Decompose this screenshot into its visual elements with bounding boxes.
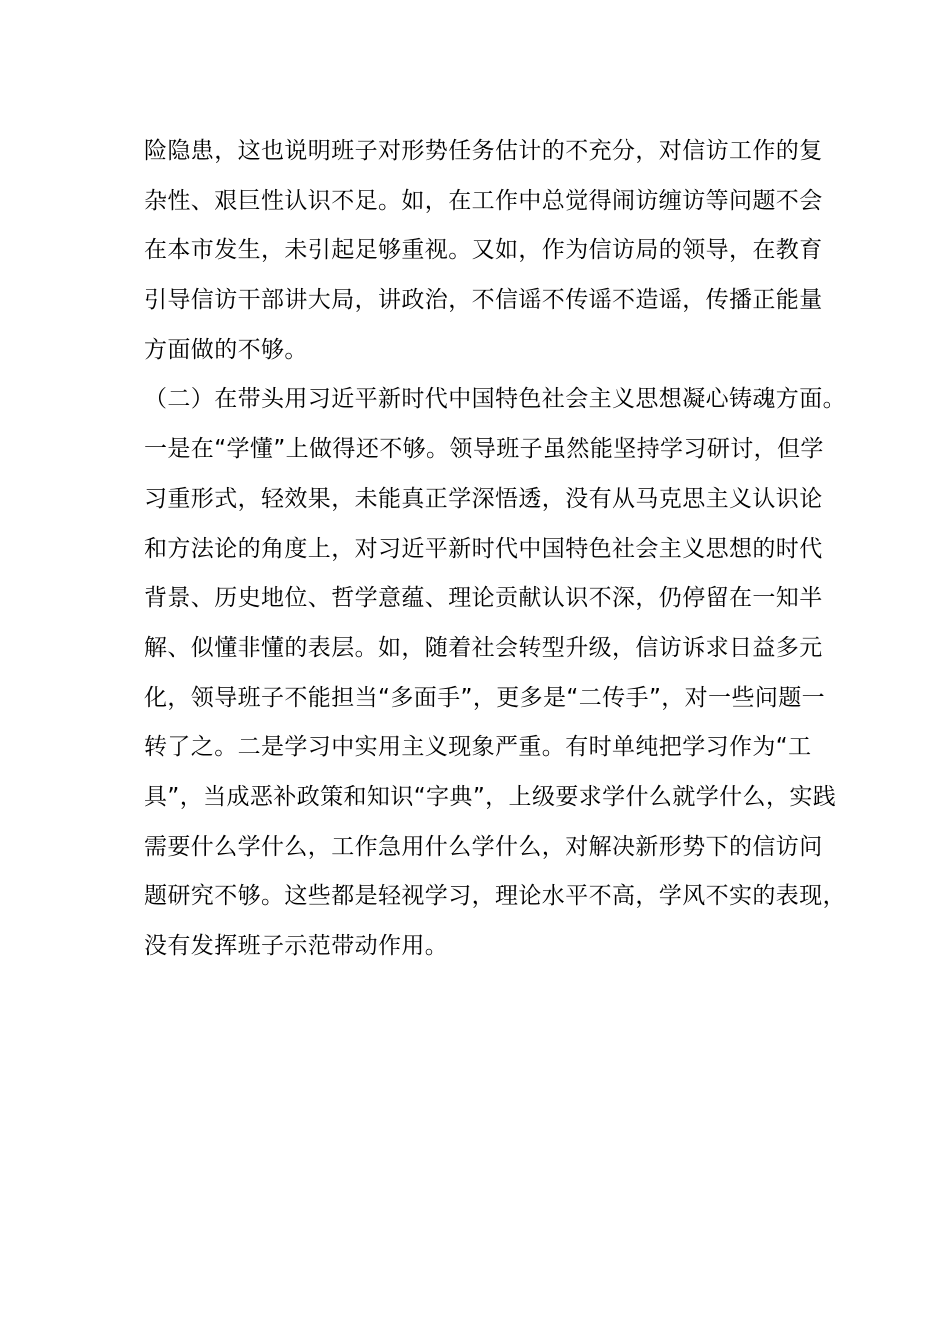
text-line: 习重形式，轻效果，未能真正学深悟透，没有从马克思主义认识论 bbox=[144, 485, 823, 512]
text-line: 化，领导班子不能担当“多面手”，更多是“二传手”，对一些问题一 bbox=[144, 684, 826, 711]
text-line: 险隐患，这也说明班子对形势任务估计的不充分，对信访工作的复 bbox=[144, 138, 823, 164]
section-heading: （二）在带头用习近平新时代中国特色社会主义思想凝心铸魂方面。 bbox=[144, 386, 846, 413]
text-line: 具”，当成恶补政策和知识“字典”，上级要求学什么就学什么，实践 bbox=[144, 783, 837, 810]
text-line: 在本市发生，未引起足够重视。又如，作为信访局的领导，在教育 bbox=[144, 237, 823, 264]
text-line: 方面做的不够。 bbox=[144, 336, 308, 363]
text-line: 引导信访干部讲大局，讲政治，不信谣不传谣不造谣，传播正能量 bbox=[144, 287, 823, 314]
text-line: 没有发挥班子示范带动作用。 bbox=[144, 933, 449, 959]
body-text bbox=[144, 127, 844, 972]
text-line: 杂性、艰巨性认识不足。如，在工作中总觉得闹访缠访等问题不会 bbox=[144, 187, 823, 214]
text-line: 一是在“学懂”上做得还不够。领导班子虽然能坚持学习研讨，但学 bbox=[144, 436, 824, 463]
text-line: 题研究不够。这些都是轻视学习，理论水平不高，学风不实的表现， bbox=[144, 883, 846, 910]
text-line: 解、似懂非懂的表层。如，随着社会转型升级，信访诉求日益多元 bbox=[144, 634, 823, 661]
text-line: 需要什么学什么，工作急用什么学什么，对解决新形势下的信访问 bbox=[144, 833, 823, 860]
text-line: 和方法论的角度上，对习近平新时代中国特色社会主义思想的时代 bbox=[144, 535, 823, 562]
text-line: 背景、历史地位、哲学意蕴、理论贡献认识不深，仍停留在一知半 bbox=[144, 585, 823, 612]
text-line: 转了之。二是学习中实用主义现象严重。有时单纯把学习作为“工 bbox=[144, 734, 812, 761]
